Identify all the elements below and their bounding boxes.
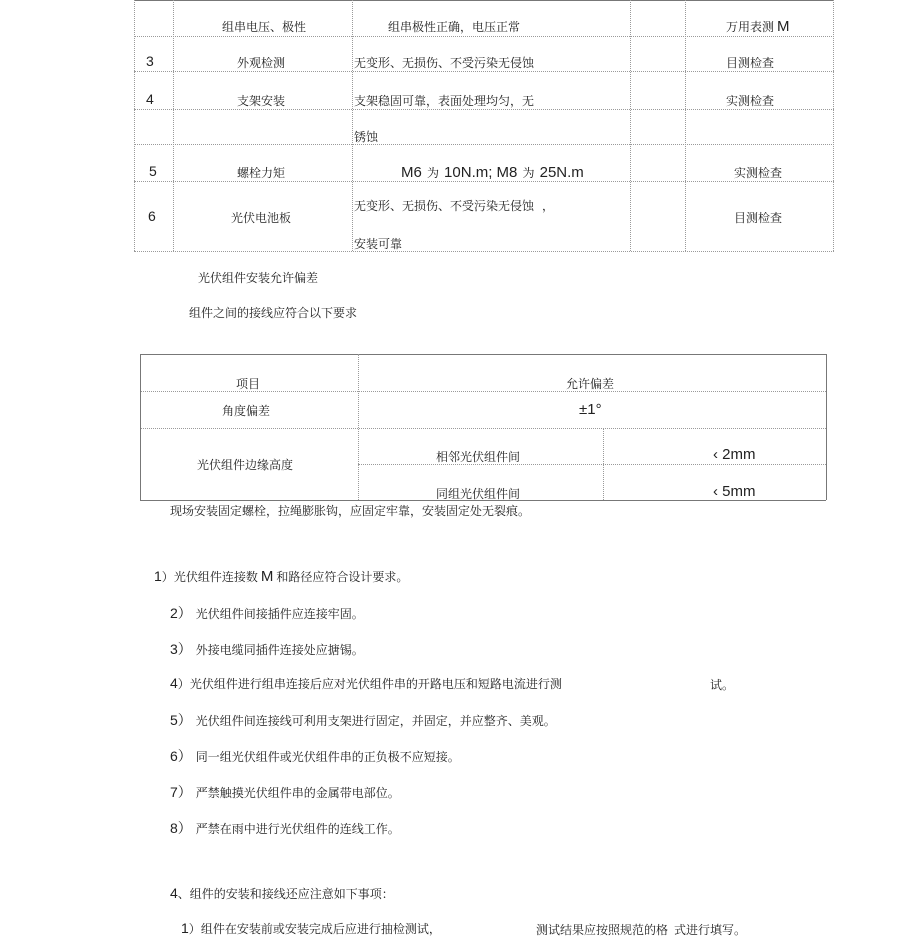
list-num: 1 [154, 568, 162, 584]
list-text-b: 测试结果应按照规范的格 [536, 923, 669, 937]
row-angle-label: 角度偏差 [222, 404, 271, 418]
standard-text: 无变形、无损伤、不受污染无侵蚀 [354, 199, 535, 213]
list-item-tail: 试。 [710, 678, 735, 692]
table-cell-standard-cont: 锈蚀 [354, 130, 379, 144]
torque-m8: 25N.m [539, 164, 584, 181]
standard-comma: ， [542, 199, 555, 213]
table-cell-standard: 无变形、无损伤、不受污染无侵蚀 [354, 56, 535, 70]
header-item: 项目 [236, 377, 261, 391]
list-text: 光伏组件进行组串连接后应对光伏组件串的开路电压和短路电流进行测 [189, 677, 562, 691]
table-cell-item: 光伏电池板 [231, 211, 292, 225]
table-cell-item: 外观检测 [237, 56, 286, 70]
list-item [170, 675, 562, 692]
section-4-item [181, 920, 441, 937]
table-line [630, 0, 631, 251]
sub-adjacent-value: ‹ 2mm [713, 446, 756, 463]
list-item [170, 782, 400, 802]
list-num: 3） [170, 641, 192, 657]
table-line [134, 181, 834, 182]
table-cell-method: 实测检查 [734, 166, 783, 180]
list-text-c: 式进行填写。 [674, 923, 747, 937]
table-cell-method: 目测检查 [734, 211, 783, 225]
table-cell-num: 3 [146, 53, 154, 69]
table-line [833, 0, 834, 251]
list-num: 2） [170, 605, 192, 621]
note-fixing: 现场安装固定螺栓，拉绳膨胀钩，应固定牢靠，安装固定处无裂痕。 [170, 504, 531, 518]
list-num: 1 [181, 920, 189, 936]
list-text: 外接电缆同插件连接处应搪锡。 [195, 643, 364, 657]
table-cell-method: 目测检查 [726, 56, 775, 70]
list-text-m: M [260, 568, 274, 585]
list-text: 光伏组件间连接线可利用支架进行固定，并固定，并应整齐、美观。 [195, 714, 556, 728]
torque-wei: 为 [426, 166, 439, 180]
table-line [358, 354, 359, 500]
list-text-a: 组件在安装前或安装完成后应进行抽检测试， [200, 922, 441, 936]
table-cell-standard-cont: 安装可靠 [354, 237, 403, 251]
row-angle-value: ±1° [579, 401, 602, 418]
table-cell-standard-torque [401, 162, 584, 181]
list-paren: ） [177, 677, 190, 691]
list-item [170, 603, 364, 623]
table-cell-standard: 组串极性正确，电压正常 [388, 20, 521, 34]
table-cell-num: 4 [146, 91, 154, 107]
table-line [134, 0, 135, 251]
torque-m6: M6 [401, 164, 422, 181]
table-cell-num: 6 [148, 208, 156, 224]
sub-same: 同组光伏组件间 [436, 487, 521, 501]
list-item [154, 568, 408, 585]
list-text-a: 光伏组件连接数 [173, 570, 258, 584]
torque-mid: 10N.m; M8 [444, 164, 518, 181]
list-item [170, 710, 556, 730]
table-cell-standard [354, 197, 554, 214]
table-line [603, 428, 604, 500]
table-line [685, 0, 686, 251]
method-text: 万用表测 [726, 20, 775, 34]
table-line [352, 0, 353, 251]
sub-adjacent: 相邻光伏组件间 [436, 450, 521, 464]
list-text: 严禁触摸光伏组件串的金属带电部位。 [195, 786, 400, 800]
table-line [358, 464, 826, 465]
list-item [170, 746, 460, 766]
list-text-c: 和路径应符合设计要求。 [276, 570, 409, 584]
table-cell-method: 实测检查 [726, 94, 775, 108]
list-text: 严禁在雨中进行光伏组件的连线工作。 [195, 822, 400, 836]
table-line [826, 354, 827, 500]
list-paren: ） [188, 922, 201, 936]
table-line [134, 71, 834, 72]
torque-wei-2: 为 [522, 166, 535, 180]
list-num: 7） [170, 784, 192, 800]
section-num: 4 [170, 885, 178, 901]
list-paren: ） [161, 570, 174, 584]
method-suffix: M [777, 18, 790, 35]
section-4-heading [170, 885, 394, 902]
list-item [170, 818, 400, 838]
table-cell-item: 螺栓力矩 [237, 166, 286, 180]
section-text: 、组件的安装和接线还应注意如下事项： [177, 887, 394, 901]
table-line [140, 354, 826, 355]
table-cell-standard: 支架稳固可靠，表面处理均匀，无 [354, 94, 535, 108]
table-line [140, 428, 826, 429]
table-line [134, 251, 834, 252]
section-4-item-cont [536, 921, 746, 938]
list-num: 6） [170, 748, 192, 764]
table-line [173, 0, 174, 251]
list-item [170, 639, 364, 659]
heading-wiring: 组件之间的接线应符合以下要求 [189, 306, 358, 320]
table-line [140, 354, 141, 500]
sub-same-value: ‹ 5mm [713, 483, 756, 500]
list-text: 光伏组件间接插件应连接牢固。 [195, 607, 364, 621]
table-line [134, 36, 834, 37]
list-num: 5） [170, 712, 192, 728]
row-edge-label: 光伏组件边缘高度 [197, 458, 294, 472]
table-cell-item: 支架安装 [237, 94, 286, 108]
table-cell-method [726, 18, 790, 35]
table-line [134, 144, 834, 145]
heading-tolerance: 光伏组件安装允许偏差 [198, 271, 319, 285]
header-tolerance: 允许偏差 [566, 377, 615, 391]
table-line [134, 109, 834, 110]
list-num: 4 [170, 675, 178, 691]
list-num: 8） [170, 820, 192, 836]
table-cell-num: 5 [149, 163, 157, 179]
table-cell-item: 组串电压、极性 [222, 20, 307, 34]
list-text: 同一组光伏组件或光伏组件串的正负极不应短接。 [195, 750, 460, 764]
table-line [134, 0, 834, 1]
